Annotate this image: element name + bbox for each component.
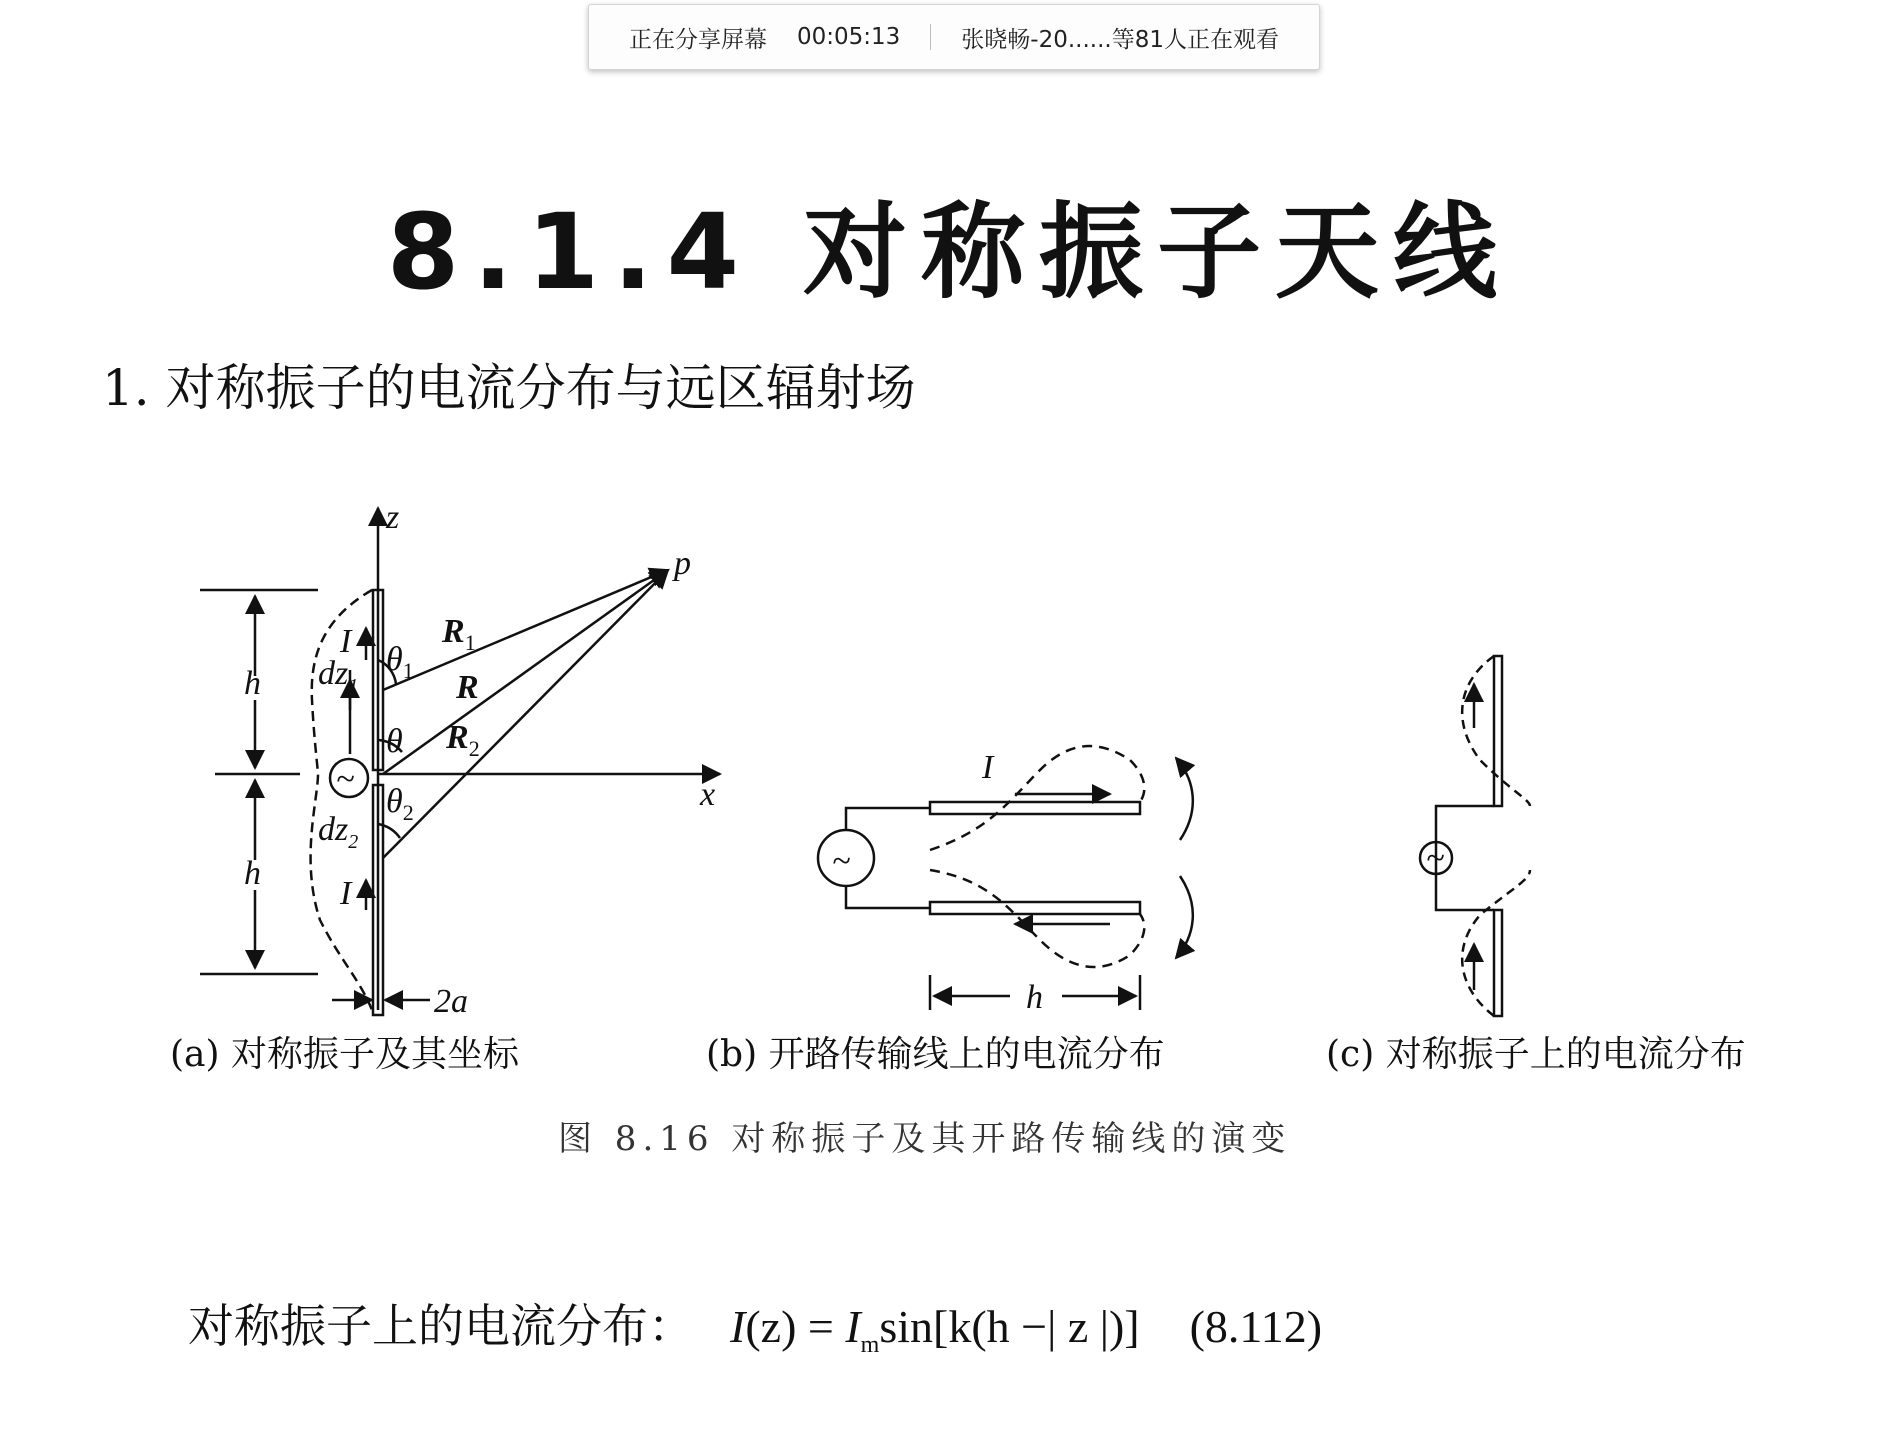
radiation-arrow-down	[1176, 876, 1193, 958]
figure-caption: 图 8.16 对称振子及其开路传输线的演变	[558, 1119, 1292, 1159]
standing-wave-upper	[930, 746, 1144, 850]
feed-wire-bottom	[846, 886, 930, 908]
current-label-upper: I	[340, 623, 352, 660]
h-label-b: h	[1026, 979, 1043, 1016]
standing-wave-lower	[930, 870, 1144, 967]
source-symbol-c: ~	[1426, 840, 1445, 877]
source-symbol-a: ~	[336, 761, 355, 798]
current-wave-lower	[1462, 870, 1530, 1016]
z-axis-label: z	[386, 499, 400, 536]
ray-R2	[383, 570, 668, 858]
h-label-lower: h	[244, 855, 261, 892]
theta1-label: $\theta_1$	[386, 641, 414, 683]
feed-line-c	[1436, 806, 1494, 910]
current-wave-upper	[1462, 656, 1530, 806]
p-label: p	[674, 545, 691, 582]
equation-formula: $I(z) = I_m\sin[k(h$ −| z |)]	[730, 1301, 1140, 1359]
R1-label: $R_1$	[442, 613, 476, 655]
line-conductor-bottom	[930, 902, 1140, 914]
section-heading: 1. 对称振子的电流分布与远区辐射场	[102, 359, 916, 417]
R2-label: $R_2$	[446, 719, 480, 761]
subfigure-b	[818, 746, 1193, 1010]
R-label: R	[456, 669, 479, 706]
subfigure-a-caption: (a) 对称振子及其坐标	[170, 1034, 519, 1075]
current-distribution-equation	[188, 1290, 1323, 1359]
subfigure-c	[1420, 656, 1530, 1016]
subfigure-b-caption: (b) 开路传输线上的电流分布	[706, 1034, 1165, 1075]
theta-label: θ	[386, 723, 403, 760]
subfigure-a	[200, 508, 720, 1015]
dz2-label: $dz_2$	[318, 811, 359, 853]
viewer-count[interactable]: 张晓畅-20......等81人正在观看	[961, 26, 1279, 53]
slide-title: 8.1.4 对称振子天线	[386, 191, 1512, 313]
share-timer: 00:05:13	[796, 24, 901, 50]
dipole-arm-lower-c	[1494, 910, 1502, 1016]
current-label-b: I	[982, 749, 994, 786]
x-axis-label: x	[700, 776, 716, 813]
subfigure-c-caption: (c) 对称振子上的电流分布	[1326, 1034, 1746, 1075]
share-status: 正在分享屏幕	[628, 26, 767, 53]
feed-wire-top	[846, 808, 930, 830]
equation-description: 对称振子上的电流分布：	[188, 1299, 694, 1353]
dz1-label: $dz_1$	[318, 655, 359, 697]
theta2-arc	[378, 824, 400, 838]
theta2-label: $\theta_2$	[386, 783, 414, 825]
line-conductor-top	[930, 802, 1140, 814]
source-symbol-b: ~	[832, 843, 851, 880]
current-label-lower: I	[340, 875, 352, 912]
dipole-arm-upper-c	[1494, 656, 1502, 806]
two-a-label: 2a	[434, 983, 468, 1020]
h-label-upper: h	[244, 665, 261, 702]
equation-number: (8.112)	[1189, 1301, 1323, 1352]
radiation-arrow-up	[1176, 758, 1193, 840]
